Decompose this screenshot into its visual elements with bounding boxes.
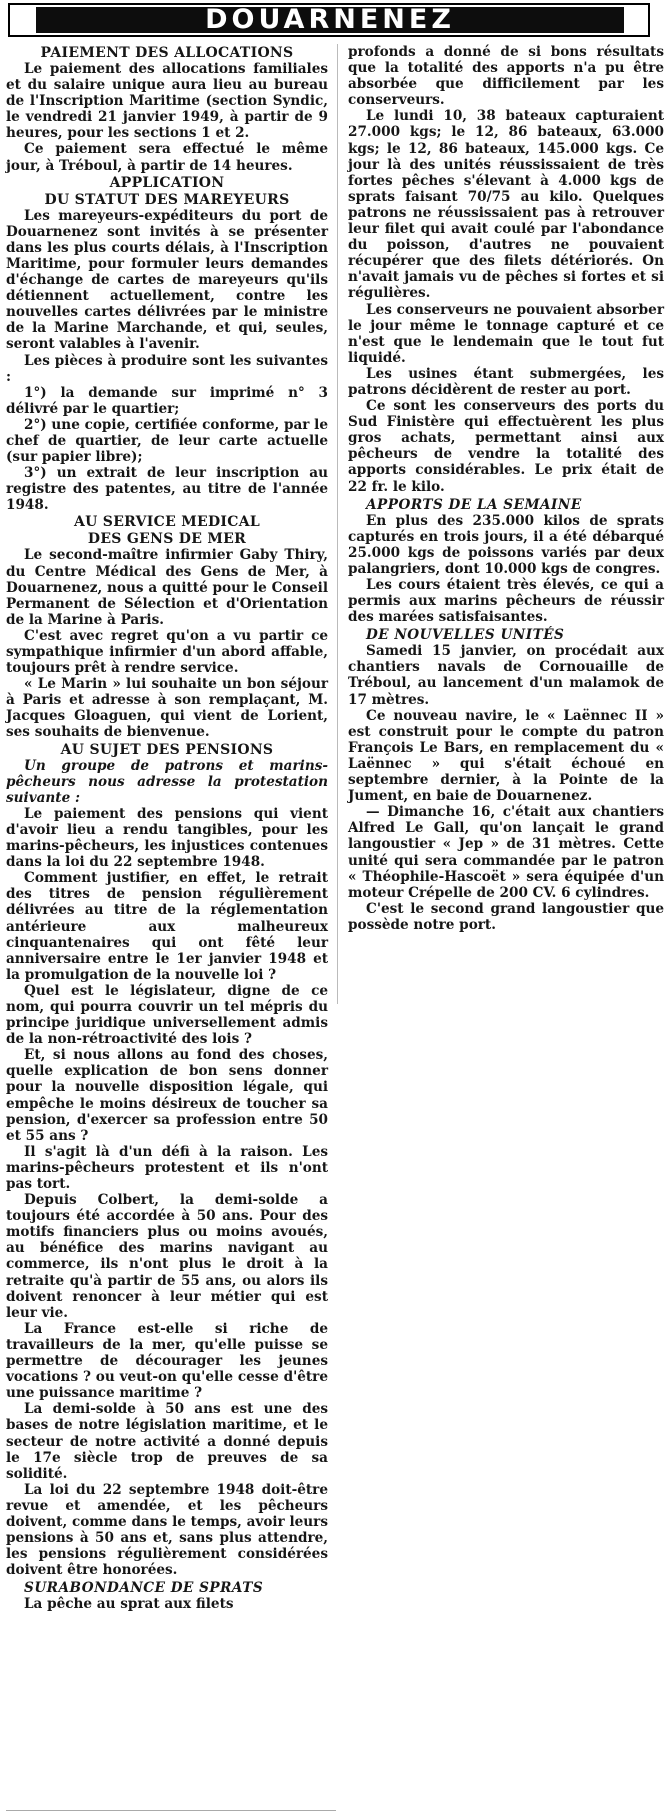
paragraph: Ce nouveau navire, le « Laënnec II » est construit pour le compte du patron François Le Bars, en remplacement du « Laënnec » qui s'était échoué en septembre dernier, à la Pointe de la Jument, en baie de Douarnenez. [348,707,664,805]
paragraph: Les cours étaient très élevés, ce qui a permis aux marins pêcheurs de réussir des marées satisfaisantes. [348,577,664,626]
paragraph: Les usines étant submergées, les patrons décidèrent de rester au port. [348,365,664,398]
paragraph: La demi-solde à 50 ans est une des bases de notre législation maritime, et le secteur de notre activité a donné depuis le 17e siècle trop de preuves de sa solidité. [6,1401,328,1482]
list-item: 2°) une copie, certifiée conforme, par le chef de quartier, de leur carte actuelle (sur papier libre); [6,416,328,466]
intro-text: Un groupe de patrons et marins-pêcheurs nous adresse la protestation suivante : [6,757,328,806]
heading-paiement-allocations: PAIEMENT DES ALLOCATIONS [40,45,294,61]
paragraph: profonds a donné de si bons résultats que la totalité des apports n'a pu être absorbée que difficilement par les conserveurs. [348,44,664,109]
paragraph: Le second-maître infirmier Gaby Thiry, du Centre Médical des Gens de Mer, à Douarnenez, nous a quitté pour le Conseil Permanent de Sélection et d'Orientation de la Marine à Paris. [6,547,328,628]
paragraph: C'est avec regret qu'on a vu partir ce sympathique infirmier d'un abord affable, toujours prêt à rendre service. [6,627,328,677]
heading-surabondance: SURABONDANCE DE SPRATS [24,1580,264,1597]
paragraph: La France est-elle si riche de travailleurs de la mer, qu'elle puisse se permettre de décourager les jeunes vocations ? ou veut-on qu'elle cesse d'être une puissance maritime ? [6,1320,328,1402]
paragraph: La pêche au sprat aux filets [24,1596,234,1613]
heading-gens-de-mer: DES GENS DE MER [87,531,247,548]
paragraph: C'est le second grand langoustier que possède notre port. [348,900,664,933]
paragraph: — Dimanche 16, c'était aux chantiers Alfred Le Gall, qu'on lançait le grand langoustier « Jep » de 31 mètres. Cette unité qui sera commandée par le patron « Théophile-Hascoët » sera équipée d'un moteur Crépelle de 200 CV. 6 cylindres. [348,804,664,901]
paragraph: Samedi 15 janvier, on procédait aux chantiers navals de Cornouaille de Tréboul, au lancement d'un malamok de 17 mètres. [348,643,664,708]
paragraph: Le lundi 10, 38 bateaux capturaient 27.000 kgs; le 12, 86 bateaux, 63.000 kgs; le 12, 86 bateaux, 145.000 kgs. Ce jour là des unités réussissaient de très fortes pêches s'élevant à 4.000 kgs de sprats faisant 70/75 au kilo. Quelques patrons ne réussissaient pas à retrouver leur filet qui avait coulé par l'abondance du poisson, d'autres ne pouvaient récupérer que des filets détériorés. On n'avait jamais vu de pêches si fortes et si régulières. [348,108,664,302]
right-column [348,44,664,933]
paragraph: Le paiement des allocations familiales et du salaire unique aura lieu au bureau de l'Inscription Maritime (section Syndic, le vendredi 21 janvier 1949, à partir de 9 heures, pour les sections 1 et 2. [6,61,328,142]
heading-pensions: AU SUJET DES PENSIONS [60,741,274,758]
heading-application: APPLICATION [109,174,225,191]
paragraph: Il s'agit là d'un défi à la raison. Les marins-pêcheurs protestent et ils n'ont pas tort. [6,1143,328,1192]
paragraph: La loi du 22 septembre 1948 doit-être revue et amendée, et les pêcheurs doivent, comme dans le temps, avoir leurs pensions à 50 ans et, sans plus attendre, les pensions régulièrement considérées doivent être honorées. [6,1481,328,1579]
heading-statut-mareyeurs: DU STATUT DES MAREYEURS [44,191,290,208]
paragraph: En plus des 235.000 kilos de sprats capturés en trois jours, il a été débarqué 25.000 kgs de poissons variés par deux palangriers, dont 10.000 kgs de congres. [348,512,664,577]
heading-nouvelles-unites: DE NOUVELLES UNITÉS [366,627,565,644]
paragraph: Les pièces à produire sont les suivantes : [6,352,328,385]
paragraph: Les conserveurs ne pouvaient absorber le jour même le tonnage capturé et ce n'est que le lendemain que le tout fut liquidé. [348,301,664,366]
paragraph: Depuis Colbert, la demi-solde a toujours été accordée à 50 ans. Pour des motifs financiers plus ou moins avoués, au bénéfice des marins navigant au commerce, ils n'ont plus le droit à la retraite qu'à partir de 55 ans, ou alors ils doivent renoncer à leur métier qui est leur vie. [6,1192,328,1321]
heading-apports: APPORTS DE LA SEMAINE [366,496,582,513]
heading-service-medical: AU SERVICE MEDICAL [73,514,261,531]
masthead [8,3,650,37]
paragraph: Ce sont les conserveurs des ports du Sud Finistère qui effectuèrent les plus gros achats, permettant ainsi aux pêcheurs de vendre la totalité des apports considérables. Le prix était de 22 fr. le kilo. [348,398,664,495]
list-item: 3°) un extrait de leur inscription au registre des patentes, au titre de l'année 1948. [6,465,328,514]
list-item: 1°) la demande sur imprimé n° 3 délivré par le quartier; [6,384,328,417]
paragraph: Et, si nous allons au fond des choses, quelle explication de bon sens donner pour la nouvelle disposition légale, qui empêche le moins désireux de toucher sa pension, d'exercer sa profession entre 50 et 55 ans ? [6,1047,328,1144]
paragraph: Les mareyeurs-expéditeurs du port de Douarnenez sont invités à se présenter dans les plus courts délais, à l'Inscription Maritime, pour formuler leurs demandes d'échange de cartes de mareyeurs qu'ils détiennent actuellement, contre les nouvelles cartes délivrées par le ministre de la Marine Marchande, et qui, seules, seront valables à l'avenir. [6,207,328,353]
masthead-title: DOUARNENEZ [36,7,624,33]
paragraph: « Le Marin » lui souhaite un bon séjour à Paris et adresse à son remplaçant, M. Jacques Gloaguen, qui vient de Lorient, ses souhaits de bienvenue. [6,676,328,741]
paragraph: Comment justifier, en effet, le retrait des titres de pension régulièrement délivrées au titre de la réglementation antérieure aux malheureux cinquantenaires qui ont fêté leur anniversaire entre le 1er janvier 1948 et la promulgation de la nouvelle loi ? [6,870,328,983]
left-column [6,44,328,1612]
column-divider [337,44,338,1004]
paragraph: Ce paiement sera effectué le même jour, à Tréboul, à partir de 14 heures. [6,141,328,174]
paragraph: Le paiement des pensions qui vient d'avoir lieu a rendu tangibles, pour les marins-pêcheurs, les injustices contenues dans la loi du 22 septembre 1948. [6,805,328,871]
paragraph: Quel est le législateur, digne de ce nom, qui pourra couvrir un tel mépris du principe juridique universellement admis de la non-rétroactivité des lois ? [6,982,328,1048]
